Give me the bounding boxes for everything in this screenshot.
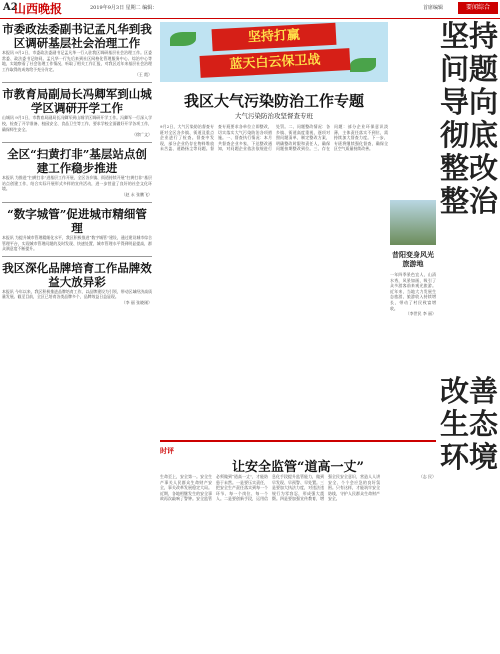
article-body-1: 本报讯 9月2日，市委政法委副书记孟凡华一行入驻我区调研基层社会治理工作。区委常委、政法委书记陪同。孟凡华一行先后来到社区网格化管理服务中心、综治中心等地，实地察看了社会治理工作情况，听取了相关工作汇报，对我区近年来基层社会治理工作取得的成效给予充分肯定。 [2, 50, 152, 72]
article-body-4: 本报讯 为提升城市管理精细化水平，我区积极推进“数字城管”建设，通过建设城市综合管理平台，实现城市管理问题的及时发现、快速处置，城市管理水平得到明显提高，群众满意度不断提升。 [2, 234, 152, 252]
article-title-3: 全区“扫黄打非”基层站点创建工作稳步推进 [7, 147, 147, 176]
photo-article-body: 一年四季景色宜人，山清水秀，风景如画，吸引了众多游客前来观光旅游。近年来，当地大力发展生态旅游，旅游收入持续增长，带动了村民致富增收。 [390, 272, 436, 311]
left-column [2, 22, 152, 306]
page-header [0, 0, 500, 19]
leaf-decoration [170, 32, 196, 46]
article-sig-3: （赵 永 张鹏飞） [121, 191, 152, 197]
article-title-2: 市教育局副局长冯卿军到山城学区调研开学工作 [2, 87, 152, 116]
commentary-sig: （志 民） [418, 474, 436, 479]
vertical-headline-1: 坚持问题导向 彻底整改整治 [440, 19, 499, 218]
article-body-3: 本报讯 为推进“扫黄打非”进基层工作开展，全区各乡镇、街道持续开展“扫黄打非”基层站点创建工作，结合实际开展形式多样的宣传活动，进一步营造了良好的社会文化环境。 [2, 175, 152, 192]
article-sig-1: （王 霞） [134, 72, 152, 78]
banner-line-2: 蓝天白云保卫战 [200, 48, 351, 78]
feature-subtitle: 大气污染防治攻坚督查专班 [235, 112, 313, 120]
commentary-body: 生命至上，安全第一。安全生产事关人民群众生命财产安全，事关改革发展稳定大局。近期，各地相继发生的安全事故再次敲响了警钟。安全监管必须做到“道高一丈”，才能防患于未然。一是要压实责任，把安全生产责任落实到每一个环节、每一个岗位、每一个人。二是要创新手段，运用信息化手段提升监管能力，做到早发现、早预警、早处置。三是要加大执法力度，对违法违规行为零容忍，形成强大震慑。四是要加强宣传教育，增强全民安全意识，营造人人讲安全、个个会应急的良好氛围。只有这样，才能筑牢安全防线，守护人民群众生命财产安全。 [160, 474, 380, 502]
divider [2, 82, 152, 83]
article-title-5: 我区深化品牌培育工作品牌效益大放异彩 [2, 260, 152, 289]
feature-title: 我区大气污染防治工作专题 [183, 92, 364, 110]
article-body-5: 本报讯 今年以来，我区积极推进品牌培育工作，以品牌建设为引领，带动区域经济高质量发展。截至目前，全区已培育各类品牌多个，品牌效益日益显现。 [2, 288, 152, 300]
commentary-tag: 时评 [160, 446, 174, 455]
edition-label: 首席编辑 [423, 5, 444, 11]
article-sig-2: （徐广文） [132, 132, 152, 138]
issue-info: 2019年9月3日 星期二 编辑： [90, 5, 158, 11]
article-body-2: 山城讯 9月1日，市教育局副局长冯卿军到山城学区调研开学工作。冯卿军一行深入学校，检查了开学准备、校园安全、食品卫生等工作，要求学校全面做好开学各项工作，确保师生安全。 [2, 115, 152, 132]
divider [2, 256, 152, 257]
photo-article-text [390, 272, 436, 372]
photo-article-sig: （李世民 李 丽） [405, 311, 436, 317]
article-sig-5: （李 丽 张晓刚） [121, 299, 152, 305]
leaf-decoration [350, 58, 376, 72]
commentary-title: 让安全监管“道高一丈” [232, 460, 364, 475]
banner-graphic [160, 22, 388, 82]
article-title-4: “数字城管”促进城市精细管理 [7, 206, 147, 235]
banner-line-1: 坚持打赢 [212, 23, 337, 51]
landscape-photo [390, 200, 436, 245]
photo-article-title: 昔阳变身风光旅游地 [392, 250, 434, 268]
newspaper-logo: 山西晚报 [14, 2, 63, 16]
feature-body: 9月2日，大气污染防治督查专班对全区各乡镇、街道及重点企业进行了检查。督查中发现，部分企业仍存在物料堆放未苫盖、道路扬尘等问题。督查专班要求各单位立即整改，切实落实大气污染防治各项措施。一、督查执行情况：本月共督查企业多家，下达整改通知，对问题企业依法依规进行处罚。二、问题整改情况：各乡镇、街道高度重视，逐项对照问题清单，制定整改方案，明确整改时限和责任人，确保问题按期整改到位。三、存在问题：部分企业环保意识淡薄，主体责任落实不到位，需持续加大督查力度。下一步，专班将继续强化督查，确保全区空气质量持续改善。 [160, 124, 388, 152]
commentary-section [160, 440, 436, 654]
vertical-headline-2: 改善生态环境 [440, 374, 499, 474]
page-number: A2 [3, 2, 18, 13]
divider [2, 202, 152, 203]
divider [2, 142, 152, 143]
article-title-1: 市委政法委副书记孟凡华到我区调研基层社会治理工作 [2, 22, 152, 50]
commentary-body-wrap [160, 474, 436, 652]
section-badge: 要闻综合 [458, 2, 498, 14]
